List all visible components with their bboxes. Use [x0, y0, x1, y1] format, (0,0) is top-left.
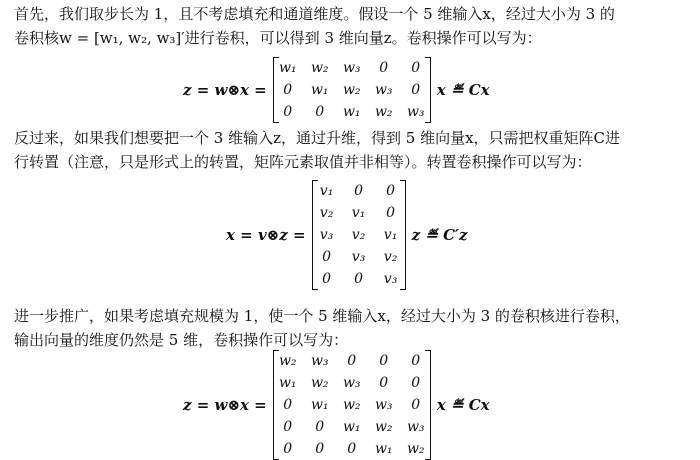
- matrix-cell: 0: [411, 60, 421, 76]
- paragraph-1-line-1: 首先，我们取步长为 1，且不考虑填充和通道维度。假设一个 5 维输入x，经过大小为 3 的: [14, 5, 615, 23]
- paragraph-2-line-2: 行转置（注意，只是形式上的转置，矩阵元素取值并非相等）。转置卷积操作可以写为：: [14, 153, 592, 171]
- matrix-cell: w₃: [406, 419, 425, 435]
- paragraph-3-line-1: 进一步推广，如果考虑填充规模为 1，使一个 5 维输入x，经过大小为 3 的卷积核进行卷积，: [14, 307, 630, 325]
- matrix-cell: 0: [347, 441, 357, 457]
- matrix-cell: 0: [347, 353, 357, 369]
- matrix-cell: 0: [322, 271, 332, 287]
- equation-2-rhs: z ≝ C′z: [411, 226, 468, 244]
- matrix-2: [312, 180, 406, 290]
- matrix-cell: w₁: [278, 60, 297, 76]
- paragraph-3-line-2: 输出向量的维度仍然是 5 维，卷积操作可以写为：: [14, 331, 349, 349]
- matrix-cell: w₂: [406, 441, 425, 457]
- equation-2-lhs: x = v⊗z =: [226, 226, 306, 244]
- matrix-cell: w₁: [342, 419, 361, 435]
- matrix-cell: v₁: [351, 205, 366, 221]
- matrix-cell: 0: [411, 353, 421, 369]
- matrix-cell: v₂: [319, 205, 334, 221]
- matrix-cell: 0: [283, 397, 293, 413]
- matrix-cell: 0: [283, 419, 293, 435]
- matrix-cell: 0: [379, 353, 389, 369]
- matrix-cell: 0: [386, 205, 396, 221]
- matrix-cell: v₂: [351, 227, 366, 243]
- matrix-cell: 0: [283, 82, 293, 98]
- matrix-cell: 0: [315, 104, 325, 120]
- matrix-cell: w₁: [310, 397, 329, 413]
- matrix-cell: 0: [283, 104, 293, 120]
- equation-3: [183, 350, 490, 460]
- paragraph-2: [14, 126, 690, 174]
- matrix-cell: 0: [283, 441, 293, 457]
- matrix-cell: 0: [354, 271, 364, 287]
- matrix-cell: w₂: [278, 353, 297, 369]
- matrix-cell: 0: [379, 375, 389, 391]
- matrix-cell: 0: [322, 249, 332, 265]
- equation-1-rhs: x ≝ Cx: [436, 81, 490, 99]
- matrix-cell: 0: [379, 60, 389, 76]
- matrix-cell: w₃: [342, 60, 361, 76]
- matrix-cell: v₁: [383, 227, 398, 243]
- matrix-cell: w₁: [374, 441, 393, 457]
- matrix-cell: w₂: [374, 419, 393, 435]
- equation-1-lhs: z = w⊗x =: [183, 81, 267, 99]
- equation-1: [183, 57, 490, 123]
- equation-2: [226, 180, 468, 290]
- matrix-cell: v₁: [319, 183, 334, 199]
- matrix-cell: w₁: [278, 375, 297, 391]
- matrix-cell: 0: [315, 419, 325, 435]
- matrix-3: [273, 350, 431, 460]
- matrix-cell: v₃: [319, 227, 334, 243]
- equation-3-rhs: x ≝ Cx: [436, 396, 490, 414]
- matrix-cell: w₂: [342, 82, 361, 98]
- matrix-1-grid: [279, 57, 425, 123]
- matrix-2-grid: [318, 180, 400, 290]
- equation-3-lhs: z = w⊗x =: [183, 396, 267, 414]
- matrix-3-grid: [279, 350, 425, 460]
- matrix-cell: w₂: [310, 375, 329, 391]
- matrix-cell: 0: [411, 397, 421, 413]
- matrix-cell: w₃: [310, 353, 329, 369]
- matrix-cell: w₂: [374, 104, 393, 120]
- matrix-cell: 0: [411, 82, 421, 98]
- matrix-cell: w₃: [342, 375, 361, 391]
- matrix-cell: 0: [315, 441, 325, 457]
- matrix-cell: v₂: [383, 249, 398, 265]
- paragraph-3: [14, 304, 690, 352]
- matrix-1: [273, 57, 431, 123]
- paragraph-1-line-2: 卷积核w = [w₁, w₂, w₃]′进行卷积，可以得到 3 维向量z。卷积操作可以写为：: [14, 29, 542, 47]
- matrix-cell: v₃: [383, 271, 398, 287]
- matrix-cell: w₁: [342, 104, 361, 120]
- matrix-cell: 0: [411, 375, 421, 391]
- matrix-cell: 0: [386, 183, 396, 199]
- paragraph-2-line-1: 反过来，如果我们想要把一个 3 维输入z，通过升维，得到 5 维向量x，只需把权重矩阵C进: [14, 129, 621, 147]
- matrix-cell: w₂: [310, 60, 329, 76]
- matrix-cell: w₃: [374, 82, 393, 98]
- matrix-cell: 0: [354, 183, 364, 199]
- matrix-cell: v₃: [351, 249, 366, 265]
- matrix-cell: w₃: [374, 397, 393, 413]
- matrix-cell: w₂: [342, 397, 361, 413]
- matrix-cell: w₁: [310, 82, 329, 98]
- paragraph-1: [14, 2, 690, 50]
- matrix-cell: w₃: [406, 104, 425, 120]
